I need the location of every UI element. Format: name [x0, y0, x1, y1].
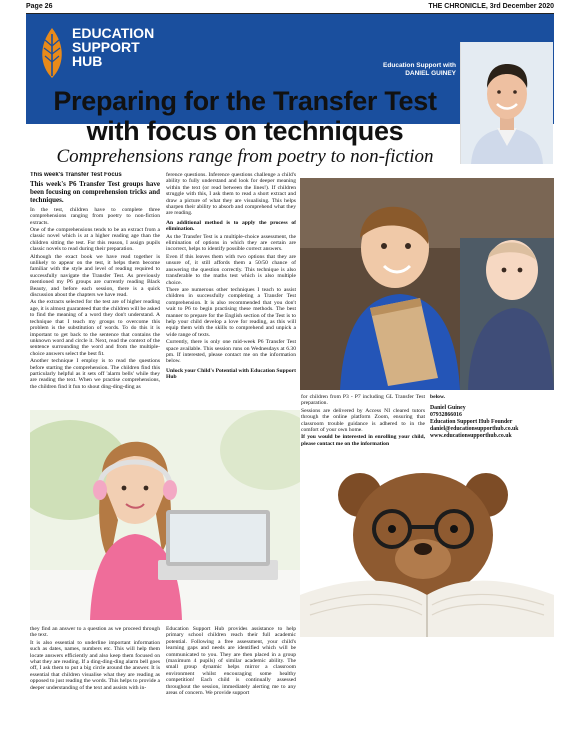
page-number: Page 26: [26, 3, 53, 10]
headline-line-2: with focus on techniques: [86, 116, 404, 146]
paragraph: Even if this leaves them with two options that they are unsure of, it still affords them a 50/50 chance of answering the question correctly. This technique is also transferable to the maths test which is also multiple choice.: [166, 253, 296, 286]
paragraph: In the test, children have to complete three comprehensions ranging from poetry to non-fiction extracts.: [30, 206, 160, 226]
teddy-bear-books-photo: [300, 455, 554, 637]
byline-line-1: Education Support with: [383, 62, 456, 69]
page-header: [0, 0, 580, 14]
paragraph: If you would be interested in enrolling your child, please contact me on the information: [301, 434, 425, 447]
paragraph: As the extracts selected for the test are of higher reading age, it is almost guaranteed that the children will be asked to find the meaning of a word they don't understand. A technique that I teach my groups to overcome this problem is the substitution of words. To do this it is important to get back to the sentence that contains the unknown word and circle it. Next, read the context of the sentence surrounding the word and from the multiple-choice answers select the best fit.: [30, 299, 160, 357]
signature-name: Daniel Guiney: [430, 405, 466, 411]
logo-text: [72, 26, 154, 68]
paragraph: As the Transfer Test is a multiple-choice assessment, the elimination of options in which they are certain are incorrect, helps to identify possible correct answers.: [166, 233, 296, 253]
paragraph: Sessions are delivered by Access NI cleared tutors through the online platform Zoom, ensuring that classroom trouble guidance is adhered to in the comfort of your own home.: [301, 407, 425, 434]
girl-headphones-photo: [30, 410, 300, 620]
article-column-2: [166, 172, 296, 410]
education-support-hub-logo: [34, 24, 154, 84]
logo-line-1: EDUCATION: [72, 25, 155, 41]
logo-line-3: HUB: [72, 53, 103, 69]
article-headline: [30, 86, 460, 146]
author-portrait: [460, 42, 553, 164]
lead-paragraph: This week's P6 Transfer Test groups have been focusing on comprehension tricks and techniques.: [30, 180, 160, 204]
teddy-bear-image: [300, 455, 554, 637]
article-column-3: [301, 394, 425, 452]
paragraph: they find an answer to a question as we proceed through the text.: [30, 626, 160, 639]
article-column-bottom-1: [30, 626, 160, 732]
article-column-bottom-2: [166, 626, 296, 732]
article-subheadline: Comprehensions range from poetry to non-fiction: [56, 146, 434, 167]
paragraph: Currently, there is only one mid-week P6 Transfer Test space available. This session runs on Wednesdays at 6.30 pm. If interested, please contact me on the information below.: [166, 339, 296, 365]
paragraph: Another technique I employ is to read the questions before starting the comprehension. The children find this particularly helpful as it sets off 'alarm bells' while they are reading the text. When we practise comprehensions, the children find it fun to shout ding-ding-ding as: [30, 358, 160, 390]
signature-phone: 07932866016: [430, 412, 462, 418]
byline-author: DANIEL GUINEY: [405, 70, 456, 77]
headline-line-1: Preparing for the Transfer Test: [53, 86, 437, 116]
subheading: An additional method is to apply the process of elimination.: [166, 219, 296, 233]
paragraph: It is also essential to underline important information such as dates, names, numbers etc. This will help them locate answers efficiently and also keep them focused on what they are reading. If a ding-ding-ding alarm bell goes off, I ask them to put a big circle around the answer. It is essential that children visualise what they are reading as opposed to just reading the words. This helps to provide a deeper understanding of the text and assists with in-: [30, 639, 160, 691]
paragraph: ference questions. Inference questions challenge a child's ability to fully understand and look for deeper meaning within the text (or read between the lines!). If children struggle with this, I ask them to read a short extract and draw a picture of what they are visualising. This helps sharpen their ability to absorb and comprehend what they are reading.: [166, 172, 296, 217]
paragraph: Education Support Hub provides assistance to help primary school children reach their full academic potential. Following a free assessment, your child's learning gaps and needs are identified which will be communicated to you. They are then placed in a group (maximum 4 pupils) of similar academic ability. The small group dynamic helps mirror a classroom environment whilst encouraging some healthy competition! Each child is continually assessed throughout the session, immediately alerting me to any areas of concern. We provide support: [166, 626, 296, 697]
girl-headphones-image: [30, 410, 300, 620]
column-byline: [352, 62, 456, 78]
subheading: Unlock your Child's Potential with Education Support Hub: [166, 367, 296, 381]
signature-website: www.educationsupporthub.co.uk: [430, 433, 512, 439]
paragraph: for children from P3 - P7 including GL Transfer Test preparation.: [301, 394, 425, 407]
article-column-1: [30, 172, 160, 410]
signature-email: daniel@educationsupporthub.co.uk: [430, 426, 519, 432]
signature-role: Education Support Hub Founder: [430, 419, 513, 425]
kids-reading-photo: [300, 178, 554, 390]
paragraph: Although the exact book we have read together is unlikely to appear on the test, it helps them become familiar with the style and level of reading required to successfully navigate the Transfer Test. As previously mentioned my P6 groups are currently reading Black Beauty, and before each session, there is a quick discussion about the chapters we have read.: [30, 253, 160, 299]
contact-signature: [430, 405, 554, 440]
paragraph-continuation: below.: [430, 394, 446, 400]
focus-kicker: This week's Transfer Test Focus: [30, 172, 122, 178]
author-portrait-image: [461, 42, 553, 164]
publication-info: THE CHRONICLE, 3rd December 2020: [428, 3, 554, 10]
paragraph: There are numerous other techniques I teach to assist children in successfully completing a Transfer Test comprehension. It is also recommended that you don't wait to P6 to begin practising these methods. The best manner to prepare for the English section of the Test is to help your child develop a love for reading, as this will equip them with the skills to comprehend and unpick a wide range of texts.: [166, 286, 296, 338]
logo-line-2: SUPPORT: [72, 39, 140, 55]
leaf-logo-icon: [36, 26, 68, 80]
kids-reading-image: [300, 178, 554, 390]
paragraph: One of the comprehensions tends to be an extract from a classic novel which is at a higher reading age than the children sitting the test. For this reason, I assign pupils classic novels to read during their preparation.: [30, 227, 160, 253]
